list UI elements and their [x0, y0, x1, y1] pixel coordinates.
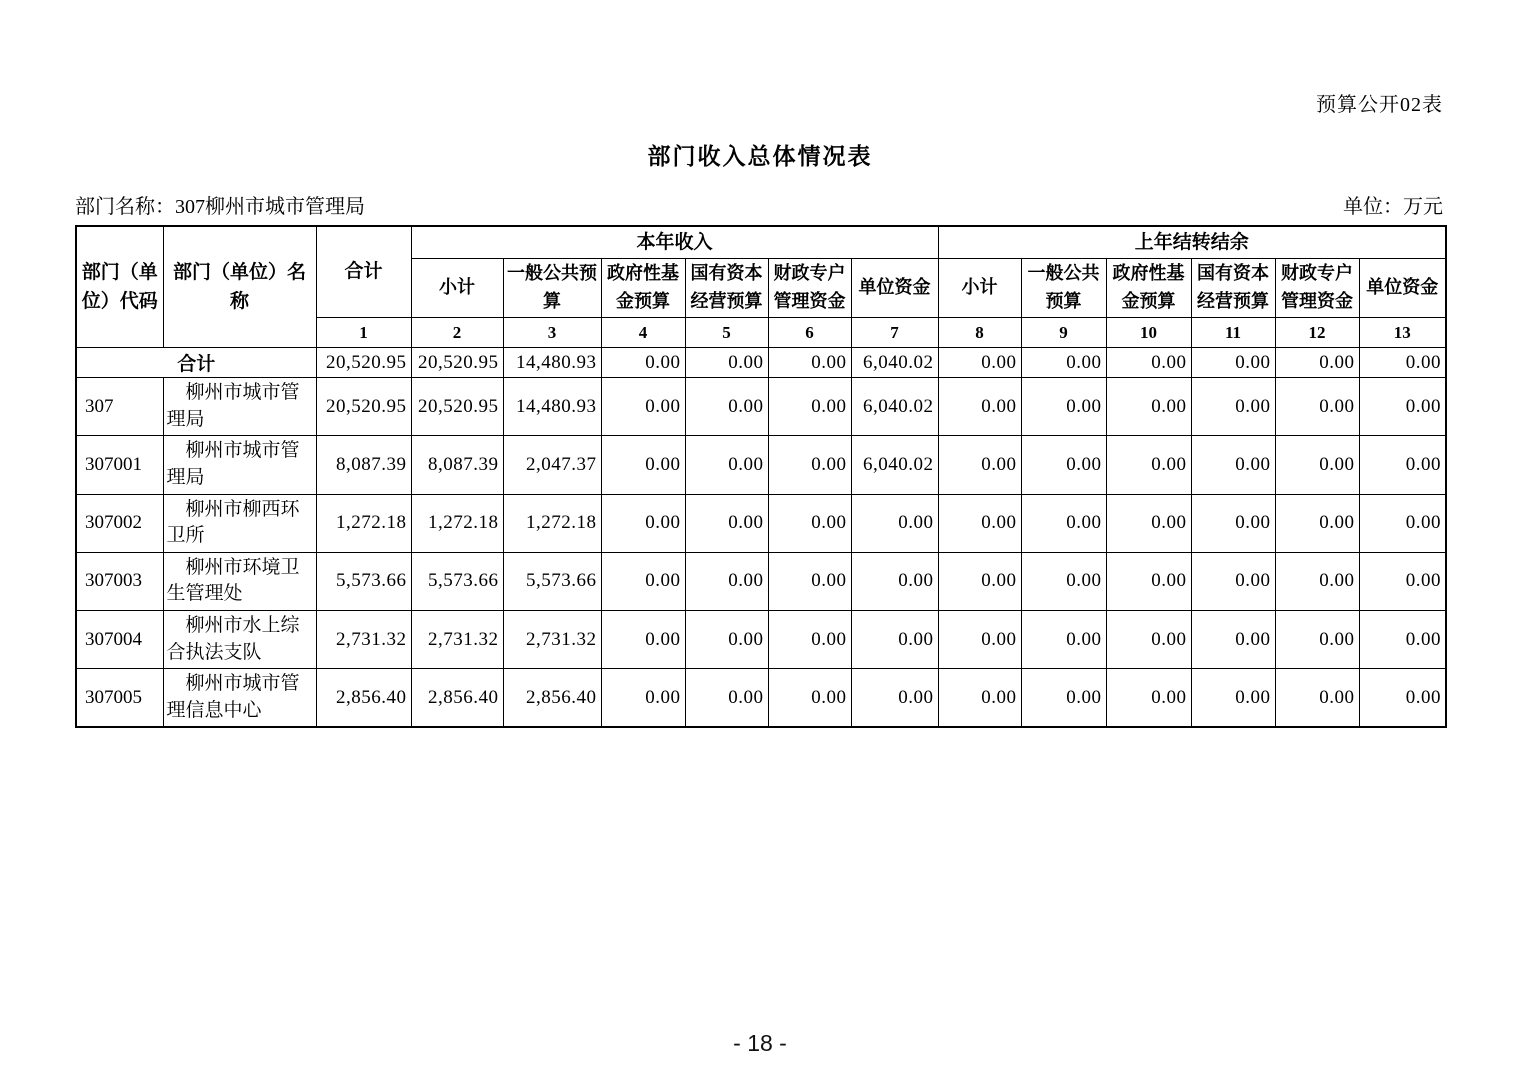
cell-dept-name: 柳州市水上综合执法支队	[163, 610, 316, 668]
col-number: 4	[601, 318, 685, 348]
cell-value: 0.00	[1191, 552, 1275, 610]
cell-total-label: 合计	[76, 348, 316, 378]
table-row-grand-total	[76, 348, 1446, 378]
col-number: 3	[503, 318, 601, 348]
col-number: 5	[685, 318, 768, 348]
cell-value: 0.00	[1106, 348, 1191, 378]
col-header-co-fiscal-account: 财政专户管理资金	[1275, 259, 1359, 318]
cell-value: 0.00	[1021, 552, 1106, 610]
revenue-table	[75, 225, 1447, 728]
cell-value: 0.00	[601, 494, 685, 552]
cell-value: 0.00	[1021, 669, 1106, 728]
table-row	[76, 436, 1446, 494]
cell-value: 0.00	[768, 552, 851, 610]
cell-value: 0.00	[1359, 348, 1446, 378]
cell-dept-name: 柳州市城市管理信息中心	[163, 669, 316, 728]
col-header-co-gov-fund: 政府性基金预算	[1106, 259, 1191, 318]
col-header-cur-gov-fund: 政府性基金预算	[601, 259, 685, 318]
cell-value: 2,856.40	[503, 669, 601, 728]
cell-value: 0.00	[938, 436, 1021, 494]
col-header-co-unit-funds: 单位资金	[1359, 259, 1446, 318]
cell-value: 0.00	[1021, 494, 1106, 552]
cell-value: 20,520.95	[316, 348, 411, 378]
cell-dept-code: 307	[76, 378, 163, 436]
cell-dept-name: 柳州市环境卫生管理处	[163, 552, 316, 610]
col-header-cur-state-capital: 国有资本经营预算	[685, 259, 768, 318]
col-number: 13	[1359, 318, 1446, 348]
cell-value: 0.00	[601, 436, 685, 494]
cell-value: 6,040.02	[851, 378, 938, 436]
cell-value: 0.00	[938, 669, 1021, 728]
cell-value: 0.00	[851, 669, 938, 728]
cell-value: 0.00	[768, 436, 851, 494]
cell-value: 0.00	[1275, 348, 1359, 378]
table-row	[76, 610, 1446, 668]
cell-value: 0.00	[1359, 610, 1446, 668]
col-header-dept-code: 部门（单位）代码	[76, 226, 163, 348]
department-name-label: 部门名称：307柳州市城市管理局	[75, 196, 365, 218]
cell-value: 0.00	[601, 669, 685, 728]
cell-value: 0.00	[938, 494, 1021, 552]
cell-value: 5,573.66	[411, 552, 503, 610]
cell-dept-code: 307002	[76, 494, 163, 552]
cell-value: 0.00	[768, 378, 851, 436]
cell-value: 0.00	[1275, 494, 1359, 552]
cell-value: 2,047.37	[503, 436, 601, 494]
cell-value: 0.00	[1359, 669, 1446, 728]
cell-value: 0.00	[685, 610, 768, 668]
col-group-current-year-income: 本年收入	[411, 226, 938, 259]
cell-value: 0.00	[851, 494, 938, 552]
cell-value: 0.00	[1021, 348, 1106, 378]
col-number: 11	[1191, 318, 1275, 348]
table-meta-row	[75, 190, 1443, 219]
cell-value: 2,731.32	[316, 610, 411, 668]
col-number: 7	[851, 318, 938, 348]
cell-value: 0.00	[768, 348, 851, 378]
cell-value: 0.00	[685, 494, 768, 552]
cell-value: 1,272.18	[316, 494, 411, 552]
cell-value: 0.00	[601, 348, 685, 378]
cell-value: 5,573.66	[316, 552, 411, 610]
cell-value: 0.00	[1021, 436, 1106, 494]
cell-value: 14,480.93	[503, 348, 601, 378]
cell-dept-code: 307003	[76, 552, 163, 610]
cell-value: 0.00	[1275, 436, 1359, 494]
col-number: 12	[1275, 318, 1359, 348]
page-title: 部门收入总体情况表	[647, 144, 873, 169]
cell-value: 0.00	[601, 378, 685, 436]
cell-value: 0.00	[601, 610, 685, 668]
col-number: 9	[1021, 318, 1106, 348]
cell-value: 0.00	[1191, 494, 1275, 552]
cell-dept-code: 307001	[76, 436, 163, 494]
table-row	[76, 552, 1446, 610]
cell-value: 0.00	[685, 378, 768, 436]
cell-value: 0.00	[1106, 610, 1191, 668]
cell-value: 0.00	[768, 669, 851, 728]
table-row	[76, 669, 1446, 728]
cell-value: 8,087.39	[411, 436, 503, 494]
cell-value: 0.00	[685, 669, 768, 728]
cell-value: 0.00	[1106, 552, 1191, 610]
cell-value: 0.00	[685, 552, 768, 610]
cell-value: 0.00	[1021, 378, 1106, 436]
cell-value: 0.00	[1191, 436, 1275, 494]
cell-value: 0.00	[1106, 494, 1191, 552]
cell-value: 0.00	[1275, 669, 1359, 728]
table-row	[76, 378, 1446, 436]
table-row	[76, 494, 1446, 552]
cell-value: 14,480.93	[503, 378, 601, 436]
col-number: 10	[1106, 318, 1191, 348]
cell-dept-name: 柳州市城市管理局	[163, 436, 316, 494]
cell-value: 0.00	[1191, 669, 1275, 728]
cell-dept-code: 307004	[76, 610, 163, 668]
cell-value: 0.00	[938, 348, 1021, 378]
col-header-co-general-budget: 一般公共预算	[1021, 259, 1106, 318]
col-number: 8	[938, 318, 1021, 348]
cell-value: 0.00	[1275, 378, 1359, 436]
cell-value: 0.00	[1191, 348, 1275, 378]
cell-value: 6,040.02	[851, 348, 938, 378]
cell-value: 0.00	[938, 610, 1021, 668]
col-number: 1	[316, 318, 411, 348]
cell-value: 1,272.18	[411, 494, 503, 552]
col-header-co-state-capital: 国有资本经营预算	[1191, 259, 1275, 318]
cell-value: 0.00	[1275, 552, 1359, 610]
cell-value: 6,040.02	[851, 436, 938, 494]
cell-value: 0.00	[1106, 669, 1191, 728]
page-number: - 18 -	[733, 1030, 787, 1056]
cell-value: 0.00	[1359, 494, 1446, 552]
cell-value: 0.00	[851, 552, 938, 610]
col-header-cur-general-budget: 一般公共预算	[503, 259, 601, 318]
cell-value: 0.00	[768, 494, 851, 552]
cell-dept-name: 柳州市城市管理局	[163, 378, 316, 436]
cell-value: 0.00	[1359, 436, 1446, 494]
cell-value: 0.00	[601, 552, 685, 610]
cell-value: 0.00	[685, 348, 768, 378]
col-header-cur-unit-funds: 单位资金	[851, 259, 938, 318]
col-header-total: 合计	[316, 226, 411, 318]
cell-value: 2,856.40	[411, 669, 503, 728]
cell-value: 0.00	[1191, 610, 1275, 668]
cell-value: 5,573.66	[503, 552, 601, 610]
cell-value: 0.00	[685, 436, 768, 494]
cell-value: 0.00	[1359, 552, 1446, 610]
header-group-row	[76, 226, 1446, 259]
cell-value: 0.00	[1191, 378, 1275, 436]
cell-value: 0.00	[1021, 610, 1106, 668]
cell-value: 0.00	[1106, 436, 1191, 494]
cell-value: 0.00	[938, 552, 1021, 610]
col-header-co-subtotal: 小计	[938, 259, 1021, 318]
col-header-cur-subtotal: 小计	[411, 259, 503, 318]
col-number: 2	[411, 318, 503, 348]
cell-value: 20,520.95	[411, 348, 503, 378]
cell-value: 2,856.40	[316, 669, 411, 728]
col-header-cur-fiscal-account: 财政专户管理资金	[768, 259, 851, 318]
col-number: 6	[768, 318, 851, 348]
cell-value: 20,520.95	[316, 378, 411, 436]
cell-value: 2,731.32	[503, 610, 601, 668]
cell-dept-code: 307005	[76, 669, 163, 728]
unit-label: 单位：万元	[1343, 196, 1443, 218]
cell-value: 0.00	[1106, 378, 1191, 436]
cell-value: 0.00	[1275, 610, 1359, 668]
col-header-dept-name: 部门（单位）名称	[163, 226, 316, 348]
form-number-label: 预算公开02表	[1316, 94, 1443, 116]
cell-value: 20,520.95	[411, 378, 503, 436]
cell-value: 1,272.18	[503, 494, 601, 552]
cell-value: 0.00	[1359, 378, 1446, 436]
col-group-carryover: 上年结转结余	[938, 226, 1446, 259]
cell-value: 0.00	[851, 610, 938, 668]
cell-value: 0.00	[938, 378, 1021, 436]
cell-value: 0.00	[768, 610, 851, 668]
cell-value: 2,731.32	[411, 610, 503, 668]
cell-dept-name: 柳州市柳西环卫所	[163, 494, 316, 552]
cell-value: 8,087.39	[316, 436, 411, 494]
